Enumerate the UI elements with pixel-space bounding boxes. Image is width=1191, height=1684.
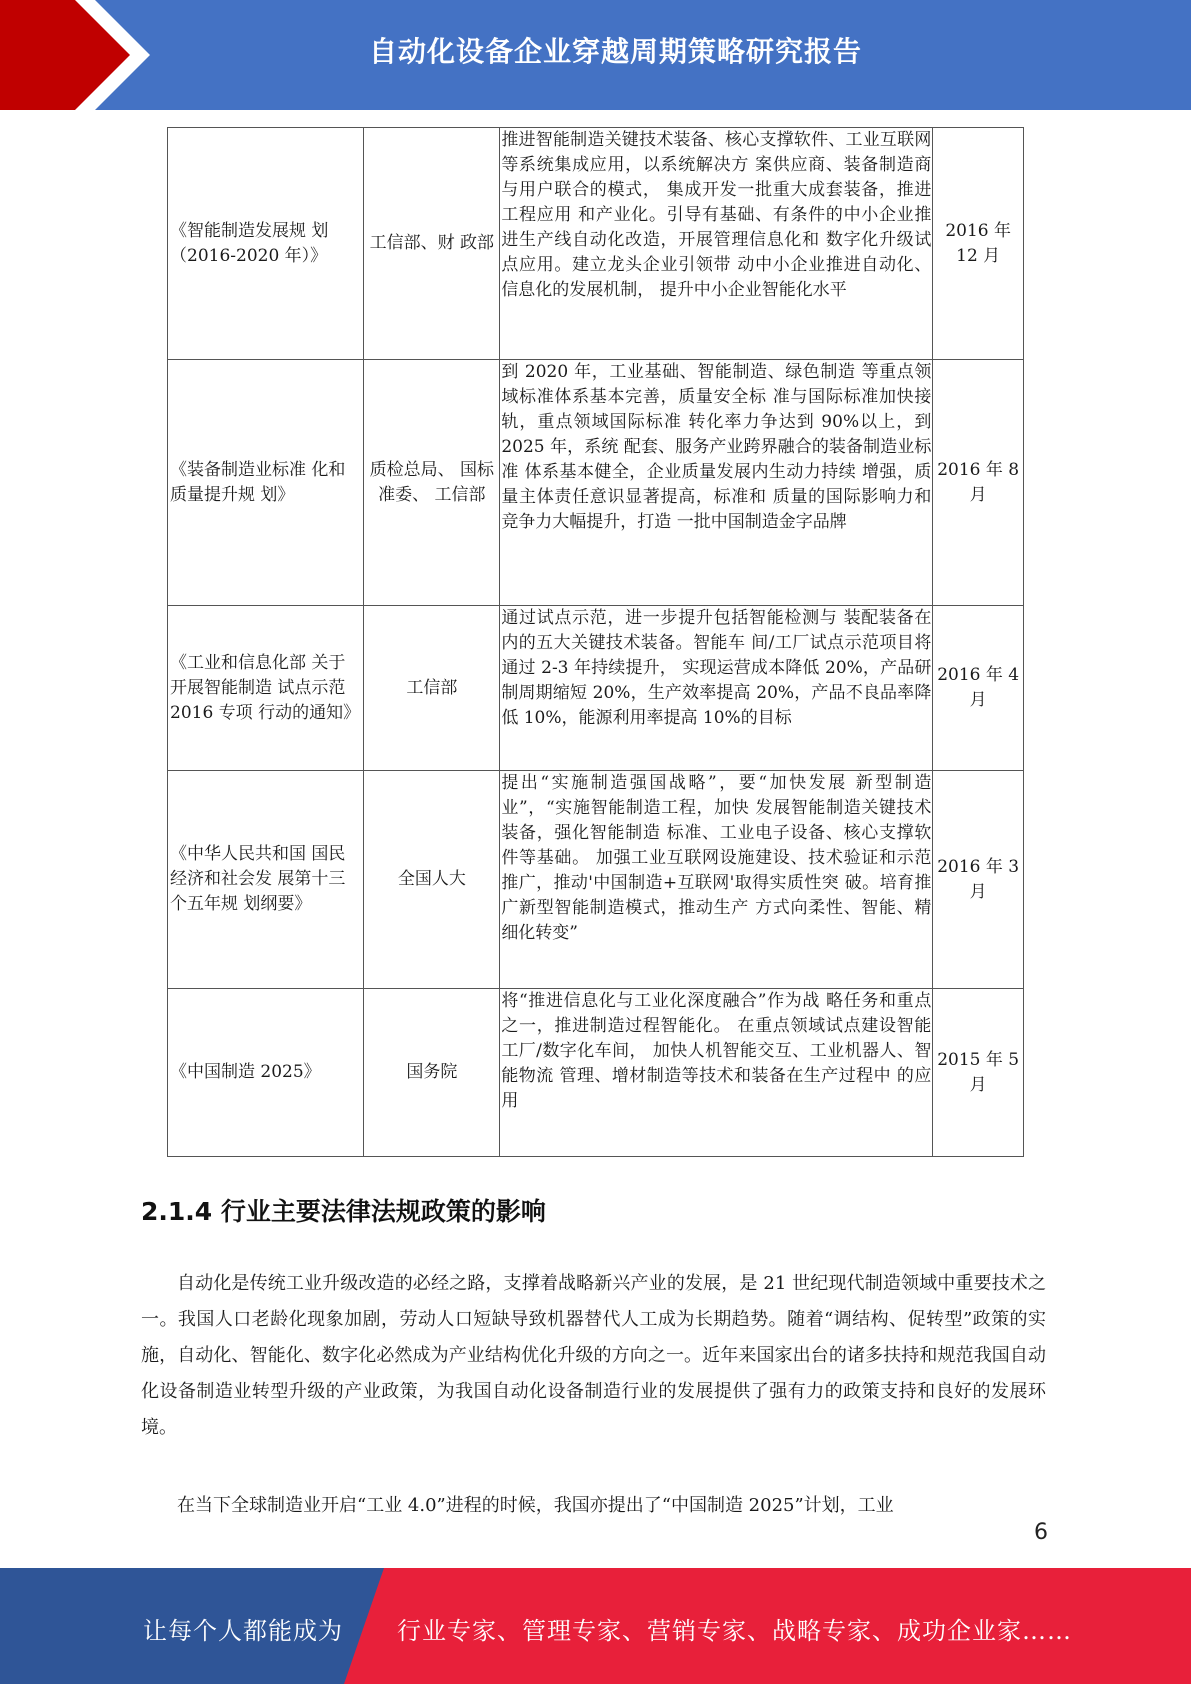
policy-content-text: 提出“实施制造强国战略”，要“加快发展 新型制造业”，“实施智能制造工程，加快 发展智能制造关键技术装备，强化智能制造 标准、工业电子设备、核心支撑软件等基础。 加强工业互联网设施建设、技术验证和示范 推广，推动'中国制造+互联网'取得实质性突 破。培育推广新型智能制造模式，推动生产 方式向柔性、智能、精细化转变” <box>501 773 932 943</box>
policy-content-text: 到 2020 年，工业基础、智能制造、绿色制造 等重点领域标准体系基本完善，质量安全标 准与国际标准加快接轨，重点领域国际标准 转化率力争达到 90%以上，到 2025 年，系统 配套、服务产业跨界融合的装备制造业标准 体系基本健全，企业质量发展内生动力持续 增强，质量主体责任意识显著提高，标准和 质量的国际影响力和竞争力大幅提升，打造 一批中国制造金字品牌 <box>501 362 932 532</box>
policy-date: 2016 年 3 月 <box>933 771 1024 989</box>
table-row <box>168 128 1024 360</box>
policy-content <box>500 128 933 360</box>
table-row <box>168 989 1024 1157</box>
policy-content-text: 通过试点示范，进一步提升包括智能检测与 装配装备在内的五大关键技术装备。智能车 间/工厂试点示范项目将通过 2-3 年持续提升， 实现运营成本降低 20%，产品研制周期缩短 20%，生产效率提高 20%，产品不良品率降低 10%，能源利用率提高 10%的目标 <box>501 608 932 728</box>
section-heading: 2.1.4 行业主要法律法规政策的影响 <box>141 1197 546 1226</box>
policy-department: 全国人大 <box>364 771 500 989</box>
table-row <box>168 771 1024 989</box>
table-row <box>168 360 1024 606</box>
footer-slogan-right: 行业专家、管理专家、营销专家、战略专家、成功企业家…… <box>397 1617 1072 1645</box>
table-row <box>168 606 1024 771</box>
policy-name: 《中华人民共和国 国民经济和社会发 展第十三个五年规 划纲要》 <box>168 771 364 989</box>
policy-content-text: 推进智能制造关键技术装备、核心支撑软件、工业互联网等系统集成应用，以系统解决方 案供应商、装备制造商与用户联合的模式， 集成开发一批重大成套装备，推进工程应用 和产业化。引导有基础、有条件的中小企业推进生产线自动化改造，开展管理信息化和 数字化升级试点应用。建立龙头企业引领带 动中小企业推进自动化、信息化的发展机制， 提升中小企业智能化水平 <box>501 130 932 300</box>
policy-date: 2016 年 4 月 <box>933 606 1024 771</box>
policy-date: 2015 年 5 月 <box>933 989 1024 1157</box>
policy-name: 《工业和信息化部 关于开展智能制造 试点示范 2016 专项 行动的通知》 <box>168 606 364 771</box>
policy-department: 质检总局、 国标准委、 工信部 <box>364 360 500 606</box>
policy-name: 《中国制造 2025》 <box>168 989 364 1157</box>
policy-department: 工信部、财 政部 <box>364 128 500 360</box>
page-header <box>0 0 1191 110</box>
page-number: 6 <box>1034 1520 1048 1545</box>
header-chevron-decoration <box>0 0 160 110</box>
policy-table <box>167 127 1024 1157</box>
policy-content <box>500 606 933 771</box>
policy-content <box>500 989 933 1157</box>
policy-name: 《装备制造业标准 化和质量提升规 划》 <box>168 360 364 606</box>
policy-content-text: 将“推进信息化与工业化深度融合”作为战 略任务和重点之一，推进制造过程智能化。 在重点领域试点建设智能工厂/数字化车间， 加快人机智能交互、工业机器人、智能物流 管理、增材制造等技术和装备在生产过程中 的应用 <box>501 991 932 1111</box>
footer-slogan-left: 让每个人都能成为 <box>143 1617 343 1645</box>
policy-date: 2016 年 8 月 <box>933 360 1024 606</box>
policy-date: 2016 年 12 月 <box>933 128 1024 360</box>
body-paragraph: 自动化是传统工业升级改造的必经之路，支撑着战略新兴产业的发展，是 21 世纪现代制造领域中重要技术之一。我国人口老龄化现象加剧，劳动人口短缺导致机器替代人工成为长期趋势。随着“调结构、促转型”政策的实施，自动化、智能化、数字化必然成为产业结构优化升级的方向之一。近年来国家出台的诸多扶持和规范我国自动化设备制造业转型升级的产业政策，为我国自动化设备制造行业的发展提供了强有力的政策支持和良好的发展环境。 <box>141 1273 1046 1438</box>
report-title: 自动化设备企业穿越周期策略研究报告 <box>368 35 862 68</box>
policy-name: 《智能制造发展规 划（2016-2020 年）》 <box>168 128 364 360</box>
page-footer <box>0 1568 1191 1684</box>
body-paragraph: 在当下全球制造业开启“工业 4.0”进程的时候，我国亦提出了“中国制造 2025”计划，工业 <box>177 1495 894 1516</box>
policy-department: 国务院 <box>364 989 500 1157</box>
policy-content <box>500 360 933 606</box>
policy-content <box>500 771 933 989</box>
policy-department: 工信部 <box>364 606 500 771</box>
